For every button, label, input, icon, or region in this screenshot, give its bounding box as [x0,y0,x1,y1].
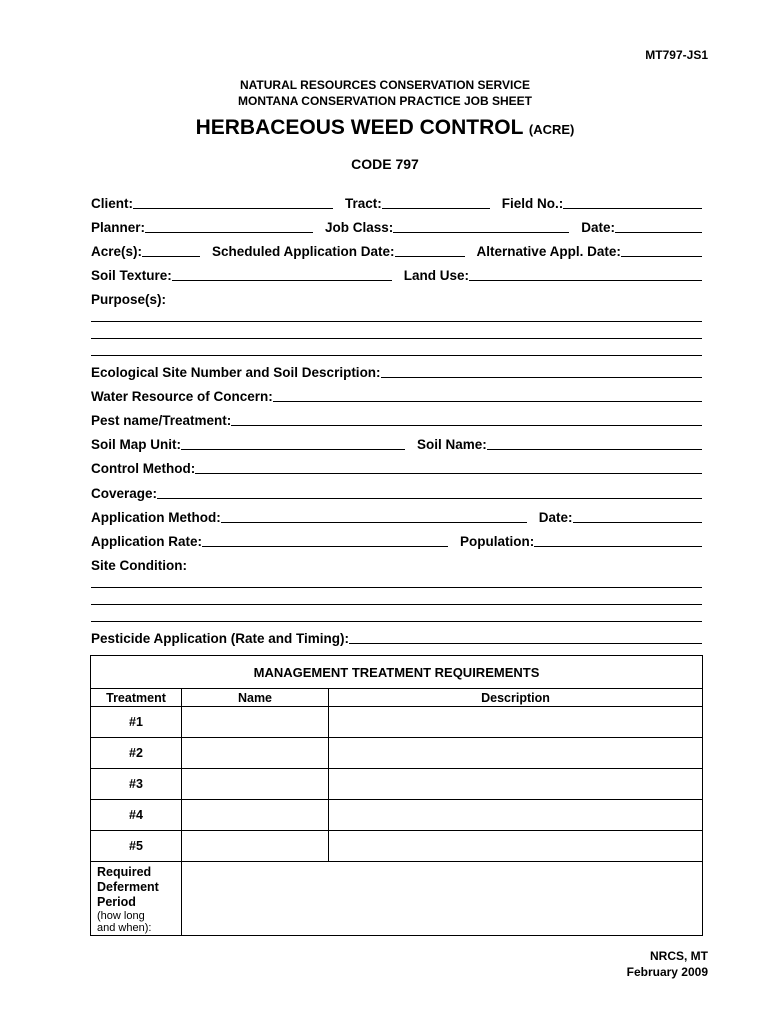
client-label: Client: [91,196,133,211]
eco-site-field[interactable] [381,377,702,378]
pest-field[interactable] [231,425,702,426]
planner-label: Planner: [91,220,146,235]
app-method-field[interactable] [221,522,527,523]
app-rate-row [91,532,702,550]
treatment-name-cell[interactable] [182,707,329,738]
soil-map-label: Soil Map Unit: [91,437,181,452]
treatment-name-cell[interactable] [182,769,329,800]
treatment-description-cell[interactable] [329,769,703,800]
population-label: Population: [460,534,535,549]
alternative-date-field[interactable] [621,256,702,257]
coverage-field[interactable] [157,498,702,499]
table-row [91,738,703,769]
client-field[interactable] [133,208,333,209]
eco-site-row [91,363,702,381]
treatment-name-cell[interactable] [182,831,329,862]
deferment-label-line: Required [97,865,152,879]
pesticide-row [91,629,702,647]
site-condition-row [91,556,702,574]
acres-row [91,242,702,260]
population-field[interactable] [534,546,702,547]
site-condition-line-2[interactable] [91,604,702,605]
table-row [91,707,703,738]
pest-label: Pest name/Treatment: [91,413,232,428]
treatment-number: #1 [91,707,182,738]
table-row [91,800,703,831]
app-method-row [91,508,702,526]
treatment-name-cell[interactable] [182,800,329,831]
table-row [91,831,703,862]
scheduled-date-field[interactable] [395,256,465,257]
soil-texture-field[interactable] [172,280,392,281]
deferment-label-line: Deferment [97,880,159,894]
planner-row [91,218,702,236]
field-no-field[interactable] [563,208,702,209]
site-condition-label: Site Condition: [91,558,187,573]
page-title [0,116,770,140]
water-resource-field[interactable] [273,401,702,402]
treatment-number: #5 [91,831,182,862]
footer [627,948,708,980]
water-resource-label: Water Resource of Concern: [91,389,273,404]
date-field[interactable] [615,232,702,233]
land-use-label: Land Use: [403,268,470,283]
treatment-name-cell[interactable] [182,738,329,769]
job-sheet-subtitle: MONTANA CONSERVATION PRACTICE JOB SHEET [237,94,533,108]
soil-texture-label: Soil Texture: [91,268,172,283]
soil-name-label: Soil Name: [417,437,487,452]
practice-code: CODE 797 [351,156,419,172]
acres-label: Acre(s): [91,244,143,259]
purposes-label: Purpose(s): [91,292,167,307]
control-method-field[interactable] [195,473,702,474]
purposes-line-1[interactable] [91,321,702,322]
deferment-row [91,862,703,936]
control-method-row [91,459,702,477]
footer-date: February 2009 [626,965,708,979]
deferment-note-line: (how long [97,910,145,922]
planner-field[interactable] [145,232,313,233]
header-name: Name [182,689,329,707]
header-treatment: Treatment [91,689,182,707]
purposes-row [91,290,702,308]
treatment-number: #3 [91,769,182,800]
eco-site-label: Ecological Site Number and Soil Description: [91,365,381,380]
deferment-period-cell[interactable] [182,862,703,936]
app-rate-field[interactable] [202,546,448,547]
footer-office: NRCS, MT [650,949,708,963]
title-main: HERBACEOUS WEED CONTROL [195,116,529,139]
deferment-label-line: Period [97,895,136,909]
tract-label: Tract: [345,196,382,211]
deferment-note-line: and when): [97,922,152,934]
agency-name: NATURAL RESOURCES CONSERVATION SERVICE [239,78,531,92]
tract-field[interactable] [382,208,490,209]
app-date-label: Date: [538,510,573,525]
table-title: MANAGEMENT TREATMENT REQUIREMENTS [91,656,703,689]
app-rate-label: Application Rate: [91,534,203,549]
table-row [91,769,703,800]
pest-row [91,411,702,429]
soil-map-row [91,435,702,453]
coverage-row [91,484,702,502]
purposes-line-3[interactable] [91,355,702,356]
coverage-label: Coverage: [91,486,158,501]
header-description: Description [329,689,703,707]
alternative-date-label: Alternative Appl. Date: [476,244,621,259]
treatment-number: #4 [91,800,182,831]
treatment-description-cell[interactable] [329,707,703,738]
treatment-number: #2 [91,738,182,769]
site-condition-line-3[interactable] [91,621,702,622]
soil-texture-row [91,266,702,284]
land-use-field[interactable] [469,280,702,281]
job-class-label: Job Class: [325,220,394,235]
water-row [91,387,702,405]
job-class-field[interactable] [393,232,569,233]
acres-field[interactable] [142,256,200,257]
document-code: MT797-JS1 [645,48,708,62]
pesticide-label: Pesticide Application (Rate and Timing): [91,631,350,646]
treatment-description-cell[interactable] [329,831,703,862]
soil-map-field[interactable] [181,449,405,450]
field-no-label: Field No.: [501,196,564,211]
client-row [91,194,702,212]
app-method-label: Application Method: [91,510,221,525]
title-unit: (ACRE) [528,122,575,137]
purposes-line-2[interactable] [91,338,702,339]
scheduled-date-label: Scheduled Application Date: [212,244,395,259]
app-date-field[interactable] [573,522,703,523]
pesticide-field[interactable] [349,643,702,644]
control-method-label: Control Method: [91,461,196,476]
treatment-table [90,655,703,936]
soil-name-field[interactable] [487,449,702,450]
deferment-label-cell [91,862,182,936]
treatment-description-cell[interactable] [329,800,703,831]
date-label: Date: [581,220,616,235]
site-condition-line-1[interactable] [91,587,702,588]
treatment-description-cell[interactable] [329,738,703,769]
